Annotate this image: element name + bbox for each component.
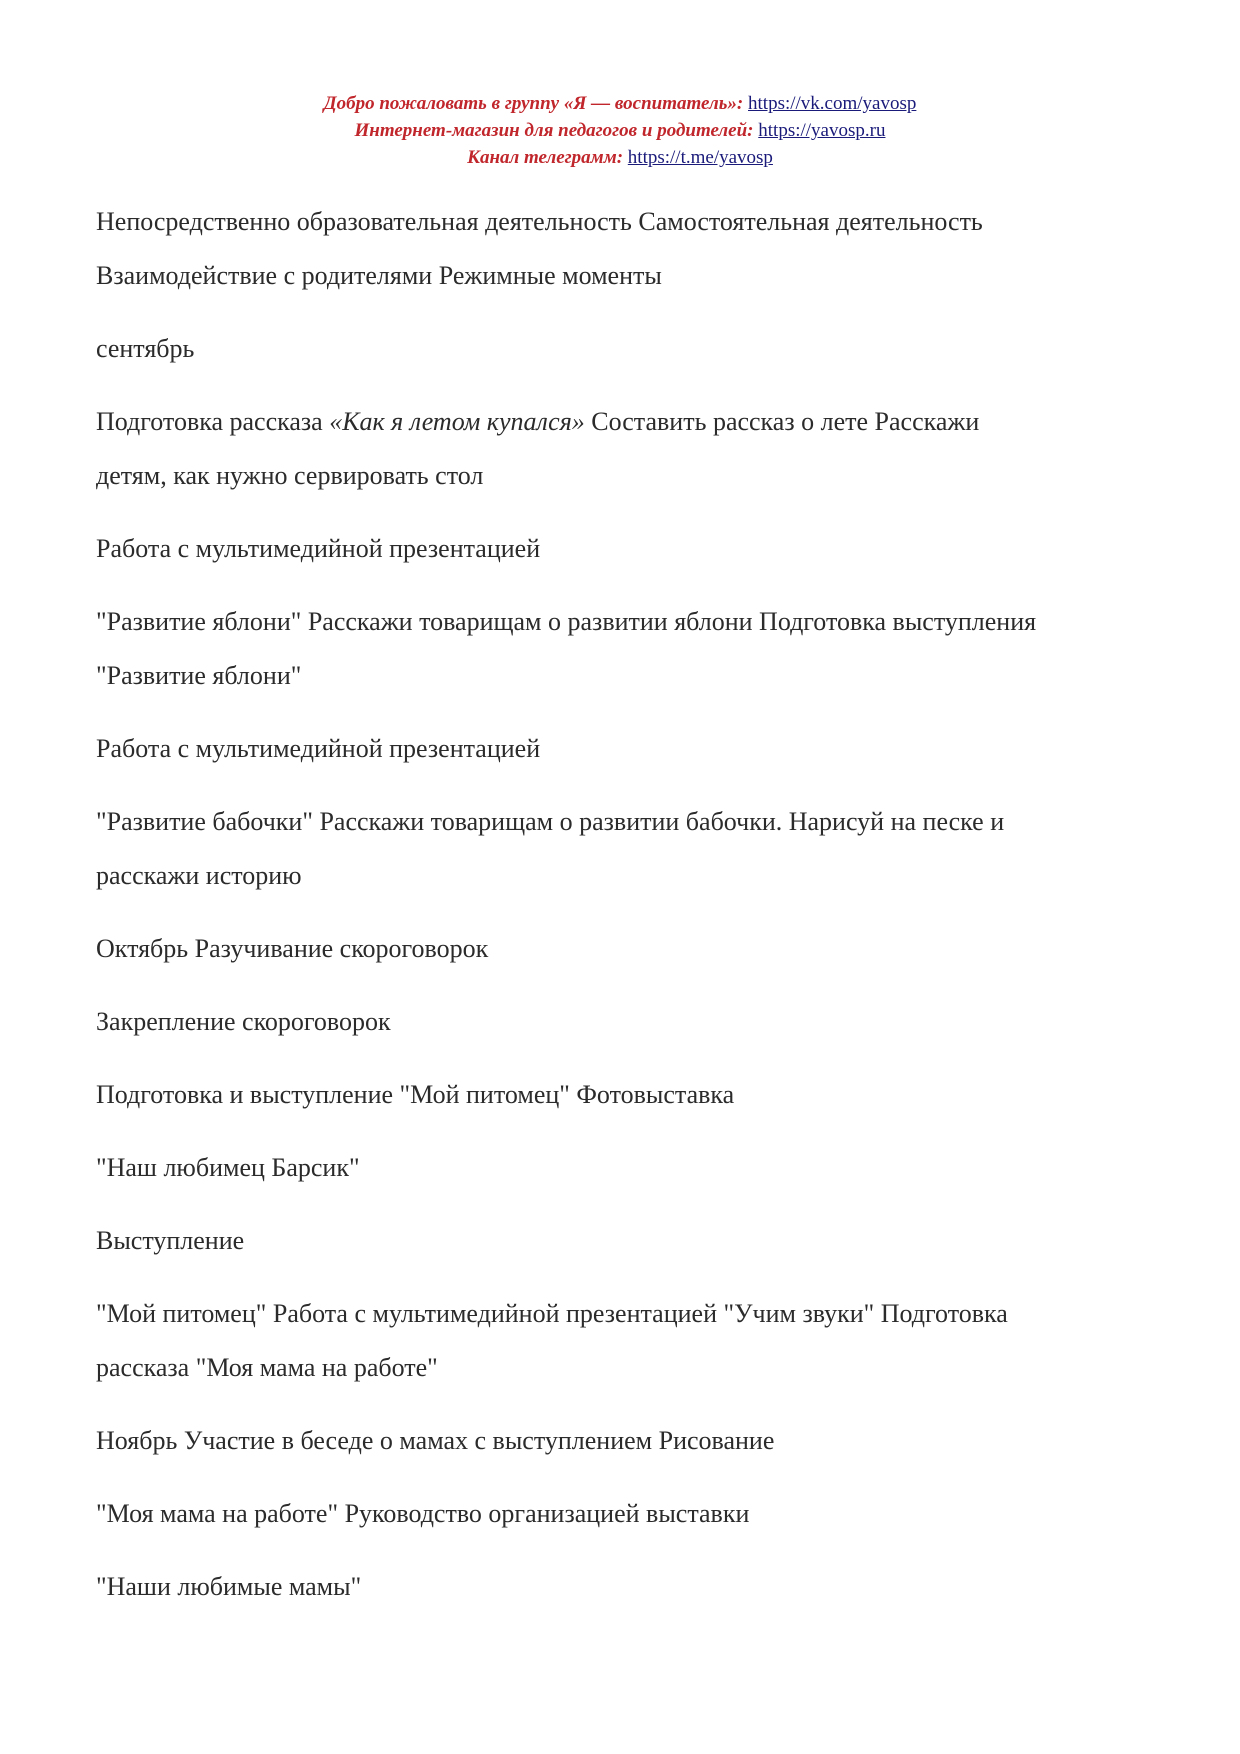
paragraph-multimedia-2	[96, 722, 1176, 776]
paragraph-line: "Наши любимые мамы"	[96, 1572, 362, 1601]
paragraph-line: Октябрь Разучивание скороговорок	[96, 934, 489, 963]
header-line-shop	[0, 117, 1240, 144]
paragraph-summer-story	[96, 395, 1176, 503]
paragraph-line: "Мой питомец" Работа с мультимедийной презентацией "Учим звуки" Подготовка	[96, 1299, 1008, 1328]
paragraph-butterfly	[96, 795, 1176, 903]
paragraph-tongue-twisters	[96, 995, 1176, 1049]
header-line-vk-group	[0, 90, 1240, 117]
header-block	[0, 90, 1240, 171]
paragraph-pet-performance	[96, 1068, 1176, 1122]
paragraph-month-september	[96, 322, 1176, 376]
paragraph-line: сентябрь	[96, 334, 195, 363]
paragraph-line: "Наш любимец Барсик"	[96, 1153, 360, 1182]
paragraph-line: расскажи историю	[96, 861, 302, 890]
telegram-label: Канал телеграмм:	[467, 147, 624, 168]
paragraph-line: Взаимодействие с родителями Режимные моменты	[96, 261, 662, 290]
shop-label: Интернет-магазин для педагогов и родителей:	[354, 120, 754, 141]
header-line-telegram	[0, 144, 1240, 171]
vk-group-label: Добро пожаловать в группу «Я — воспитатель»:	[323, 93, 744, 114]
vk-group-link[interactable]: https://vk.com/yavosp	[748, 93, 917, 114]
shop-link[interactable]: https://yavosp.ru	[758, 120, 886, 141]
paragraph-text: Подготовка рассказа	[96, 407, 330, 436]
telegram-link[interactable]: https://t.me/yavosp	[627, 147, 773, 168]
paragraph-beloved-moms	[96, 1560, 1176, 1614]
paragraph-line: "Развитие бабочки" Расскажи товарищам о развитии бабочки. Нарисуй на песке и	[96, 807, 1005, 836]
paragraph-line: детям, как нужно сервировать стол	[96, 461, 484, 490]
paragraph-barsik	[96, 1141, 1176, 1195]
paragraph-line: Работа с мультимедийной презентацией	[96, 534, 541, 563]
paragraph-line: "Развитие яблони" Расскажи товарищам о развитии яблони Подготовка выступления	[96, 607, 1037, 636]
paragraph-october	[96, 922, 1176, 976]
paragraph-line: Ноябрь Участие в беседе о мамах с выступлением Рисование	[96, 1426, 775, 1455]
paragraph-multimedia-1	[96, 522, 1176, 576]
paragraph-line: рассказа "Моя мама на работе"	[96, 1353, 438, 1382]
story-title-italic: «Как я летом купался»	[329, 407, 585, 436]
paragraph-line: Непосредственно образовательная деятельность Самостоятельная деятельность	[96, 207, 983, 236]
paragraph-performance	[96, 1214, 1176, 1268]
document-body	[96, 195, 1176, 1633]
paragraph-line: "Моя мама на работе" Руководство организацией выставки	[96, 1499, 750, 1528]
paragraph-line: Закрепление скороговорок	[96, 1007, 391, 1036]
paragraph-column-headers	[96, 195, 1176, 303]
paragraph-line: Работа с мультимедийной презентацией	[96, 734, 541, 763]
paragraph-my-pet	[96, 1287, 1176, 1395]
paragraph-mom-at-work	[96, 1487, 1176, 1541]
paragraph-text: Составить рассказ о лете Расскажи	[584, 407, 980, 436]
paragraph-line: "Развитие яблони"	[96, 661, 302, 690]
paragraph-line: Выступление	[96, 1226, 245, 1255]
paragraph-november	[96, 1414, 1176, 1468]
paragraph-line: Подготовка и выступление "Мой питомец" Фотовыставка	[96, 1080, 735, 1109]
paragraph-apple-tree	[96, 595, 1176, 703]
